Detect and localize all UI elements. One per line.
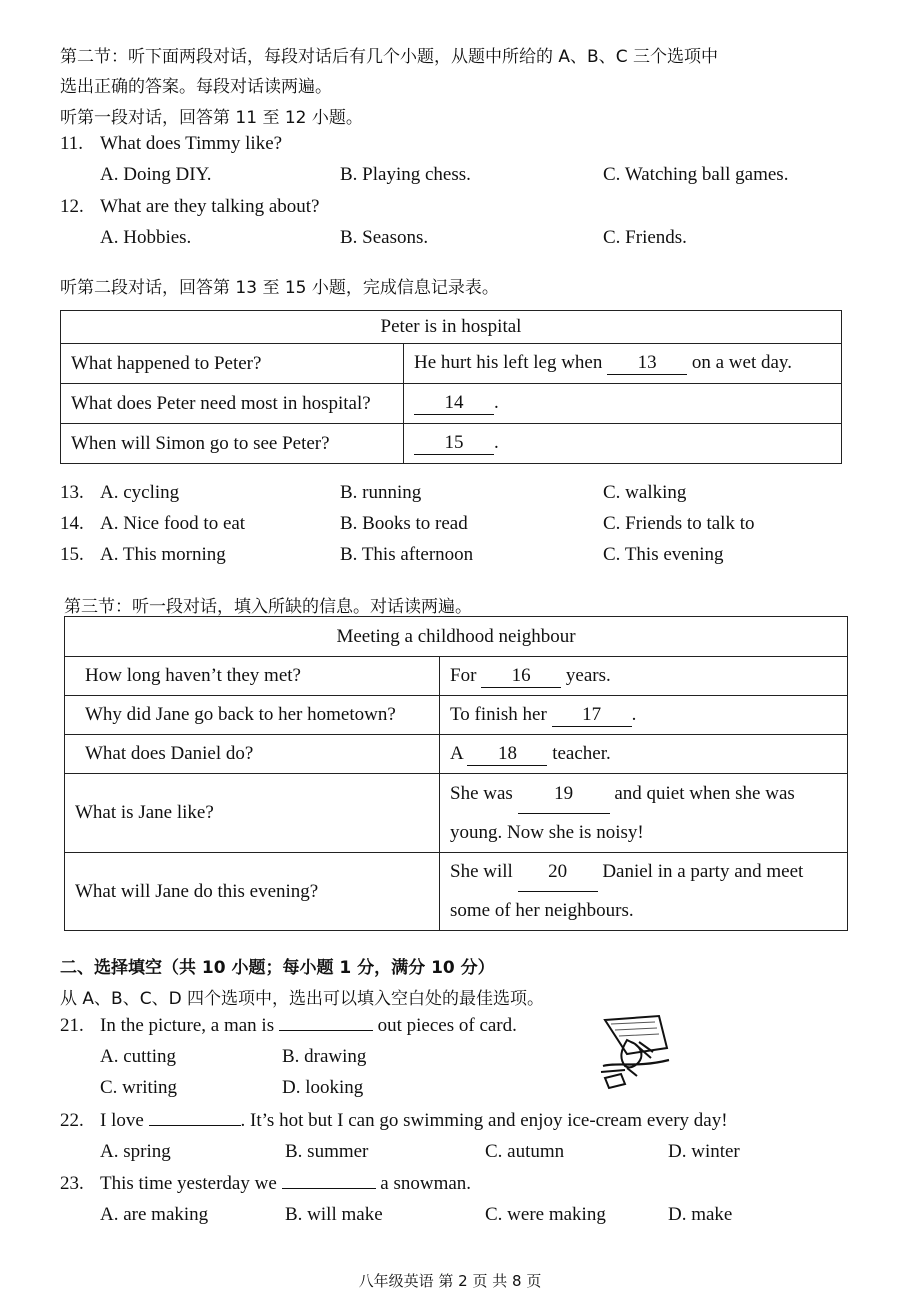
- page-footer: 八年级英语 第 2 页 共 8 页: [358, 1272, 542, 1290]
- option-11-a[interactable]: A. Doing DIY.: [100, 164, 212, 185]
- answer-text: To finish her: [450, 703, 547, 725]
- question-11: [60, 133, 282, 155]
- answer-text: She was: [450, 782, 513, 804]
- answer-text: young. Now she is noisy!: [450, 821, 644, 843]
- blank-16[interactable]: 16: [481, 665, 561, 688]
- table-question: When will Simon go to see Peter?: [61, 424, 404, 464]
- table-title: Meeting a childhood neighbour: [65, 617, 848, 657]
- option-23-d[interactable]: D. make: [668, 1204, 733, 1225]
- answer-text: Daniel in a party and meet: [602, 861, 804, 882]
- question-text: What are they talking about?: [100, 196, 320, 217]
- table-question: What is Jane like?: [65, 774, 440, 853]
- table-answer: 15 .: [404, 424, 842, 464]
- blank-17[interactable]: 17: [552, 704, 632, 727]
- question-text: I love: [100, 1110, 144, 1131]
- question-text: . It’s hot but I can go swimming and enjoy ice-cream every day!: [240, 1110, 728, 1131]
- answer-text: some of her neighbours.: [450, 900, 634, 921]
- option-22-a[interactable]: A. spring: [100, 1141, 171, 1162]
- answer-text: on a wet day.: [691, 352, 792, 373]
- option-15-b[interactable]: B. This afternoon: [340, 544, 474, 565]
- dialog2-intro: 听第二段对话，回答第 13 至 15 小题，完成信息记录表。: [60, 278, 499, 298]
- table-question: Why did Jane go back to her hometown?: [65, 696, 440, 735]
- option-11-b[interactable]: B. Playing chess.: [340, 164, 471, 185]
- question-14: [60, 513, 245, 535]
- question-number: 23.: [60, 1173, 84, 1194]
- answer-text: and quiet when she was: [614, 782, 795, 804]
- table-answer: To finish her 17 .: [440, 696, 848, 735]
- option-22-d[interactable]: D. winter: [668, 1141, 740, 1162]
- blank-15[interactable]: 15: [414, 432, 494, 455]
- dialog1-intro: 听第一段对话，回答第 11 至 12 小题。: [60, 108, 363, 128]
- scissors-cutting-card-illustration: [597, 1014, 673, 1092]
- blank-22[interactable]: [149, 1125, 241, 1126]
- question-number: 15.: [60, 544, 84, 565]
- question-text: What does Timmy like?: [100, 133, 283, 154]
- table-answer: [404, 344, 842, 384]
- option-12-b[interactable]: B. Seasons.: [340, 227, 429, 248]
- question-23: [60, 1173, 471, 1195]
- table-answer: [440, 853, 848, 931]
- question-number: 13.: [60, 482, 84, 503]
- option-14-c[interactable]: C. Friends to talk to: [603, 513, 755, 534]
- option-12-c[interactable]: C. Friends.: [603, 227, 687, 248]
- option-21-c[interactable]: C. writing: [100, 1077, 178, 1098]
- peter-hospital-table: [60, 310, 842, 464]
- question-number: 11.: [60, 133, 84, 154]
- option-12-a[interactable]: A. Hobbies.: [100, 227, 192, 248]
- option-13-b[interactable]: B. running: [340, 482, 422, 503]
- option-22-b[interactable]: B. summer: [285, 1141, 369, 1162]
- option-23-a[interactable]: A. are making: [100, 1204, 209, 1225]
- question-text: out pieces of card.: [377, 1015, 517, 1036]
- table-question: What does Peter need most in hospital?: [61, 384, 404, 424]
- table-question: What will Jane do this evening?: [65, 853, 440, 931]
- option-11-c[interactable]: C. Watching ball games.: [603, 164, 789, 185]
- blank-19[interactable]: 19: [518, 775, 610, 814]
- option-21-b[interactable]: B. drawing: [282, 1046, 367, 1067]
- part2-instruction: 从 A、B、C、D 四个选项中，选出可以填入空白处的最佳选项。: [60, 989, 545, 1009]
- table-answer: [440, 657, 848, 696]
- blank-18[interactable]: 18: [467, 743, 547, 766]
- question-number: 14.: [60, 513, 84, 534]
- section2-title-line2: 选出正确的答案。每段对话读两遍。: [60, 77, 332, 97]
- question-15: [60, 544, 226, 566]
- blank-20[interactable]: 20: [518, 853, 598, 892]
- question-13: [60, 482, 179, 504]
- question-number: 21.: [60, 1015, 84, 1036]
- table-question: What does Daniel do?: [65, 735, 440, 774]
- table-answer: 14 .: [404, 384, 842, 424]
- blank-21[interactable]: [279, 1030, 373, 1031]
- option-21-d[interactable]: D. looking: [282, 1077, 364, 1098]
- answer-text: teacher.: [552, 742, 611, 764]
- question-number: 22.: [60, 1110, 84, 1131]
- childhood-neighbour-table: [64, 616, 848, 931]
- blank-13[interactable]: 13: [607, 352, 687, 375]
- option-15-c[interactable]: C. This evening: [603, 544, 724, 565]
- option-14-b[interactable]: B. Books to read: [340, 513, 468, 534]
- question-12: [60, 196, 319, 218]
- option-15-a[interactable]: A. This morning: [100, 544, 226, 565]
- option-13-a[interactable]: A. cycling: [100, 482, 180, 503]
- answer-text: He hurt his left leg when: [414, 352, 603, 373]
- option-21-a[interactable]: A. cutting: [100, 1046, 176, 1067]
- question-22: [60, 1110, 728, 1132]
- question-text: In the picture, a man is: [100, 1015, 275, 1036]
- option-22-c[interactable]: C. autumn: [485, 1141, 565, 1162]
- answer-text: A: [450, 742, 463, 764]
- option-23-c[interactable]: C. were making: [485, 1204, 606, 1225]
- part2-title: 二、选择填空（共 10 小题；每小题 1 分，满分 10 分）: [60, 958, 495, 978]
- table-question: How long haven’t they met?: [65, 657, 440, 696]
- table-question: What happened to Peter?: [61, 344, 404, 384]
- option-23-b[interactable]: B. will make: [285, 1204, 383, 1225]
- table-title: Peter is in hospital: [61, 311, 842, 344]
- question-number: 12.: [60, 196, 84, 217]
- question-text: This time yesterday we: [100, 1173, 277, 1194]
- question-21: [60, 1015, 517, 1037]
- blank-14[interactable]: 14: [414, 392, 494, 415]
- answer-text: For: [450, 664, 477, 686]
- section3-title: 第三节：听一段对话，填入所缺的信息。对话读两遍。: [64, 597, 472, 617]
- answer-text: years.: [565, 664, 611, 686]
- answer-text: She will: [450, 861, 513, 882]
- question-text: a snowman.: [380, 1173, 472, 1194]
- table-answer: [440, 774, 848, 853]
- table-answer: [440, 735, 848, 774]
- section2-title: 第二节：听下面两段对话，每段对话后有几个小题，从题中所给的 A、B、C 三个选项中: [60, 47, 718, 67]
- option-13-c[interactable]: C. walking: [603, 482, 687, 503]
- option-14-a[interactable]: A. Nice food to eat: [100, 513, 246, 534]
- blank-23[interactable]: [282, 1188, 376, 1189]
